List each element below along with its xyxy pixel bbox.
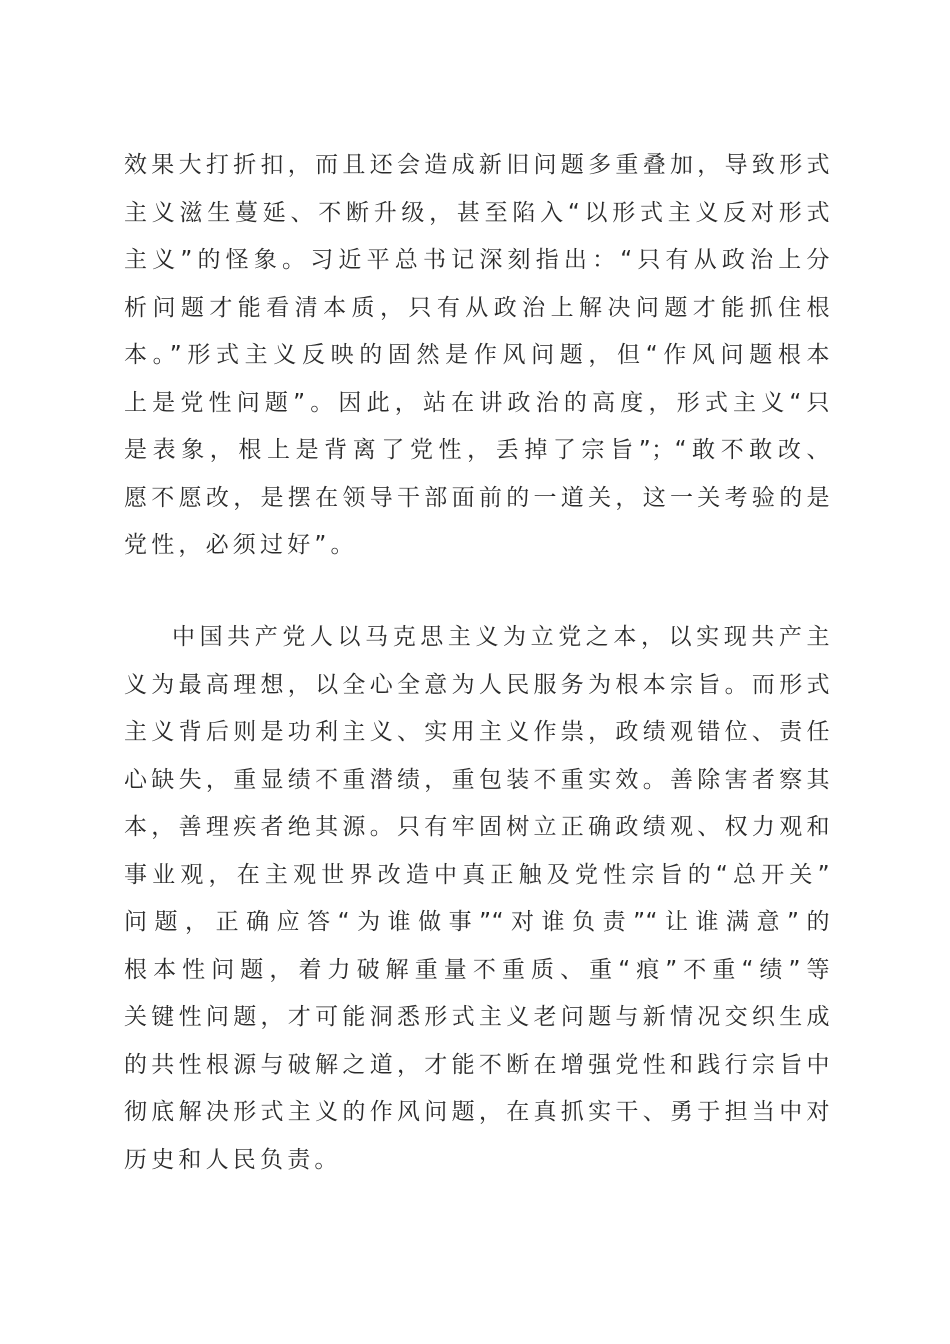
text-line: 历史和人民负责。 [124, 1146, 342, 1173]
text-line: 愿不愿改，是摆在领导干部面前的一道关，这一关考验的是 [124, 484, 830, 511]
text-line: 的共性根源与破解之道，才能不断在增强党性和践行宗旨中 [124, 1051, 830, 1078]
text-line: 主义滋生蔓延、不断升级，甚至陷入“以形式主义反对形式 [124, 199, 830, 226]
text-line: 党性，必须过好”。 [124, 532, 358, 558]
text-line: 效果大打折扣，而且还会造成新旧问题多重叠加，导致形式 [124, 152, 830, 178]
text-line: 根本性问题，着力破解重量不重质、重“痕”不重“绩”等 [124, 956, 830, 983]
text-line: 中国共产党人以马克思主义为立党之本，以实现共产主 [172, 624, 830, 650]
text-line: 本。”形式主义反映的固然是作风问题，但“作风问题根本 [124, 342, 830, 368]
text-line: 上是党性问题”。因此，站在讲政治的高度，形式主义“只 [124, 389, 830, 416]
text-line: 问题，正确应答“为谁做事”“对谁负责”“让谁满意”的 [124, 909, 830, 935]
text-line: 本，善理疾者绝其源。只有牢固树立正确政绩观、权力观和 [124, 814, 830, 840]
paragraph-1 [124, 142, 830, 570]
paragraph-2 [124, 614, 830, 1184]
text-line: 心缺失，重显绩不重潜绩，重包装不重实效。善除害者察其 [124, 766, 830, 793]
text-line: 关键性问题，才可能洞悉形式主义老问题与新情况交织生成 [124, 1004, 830, 1030]
text-line: 是表象，根上是背离了党性，丢掉了宗旨”；“敢不敢改、 [124, 437, 830, 463]
text-line: 主义”的怪象。习近平总书记深刻指出：“只有从政治上分 [124, 247, 830, 273]
text-line: 主义背后则是功利主义、实用主义作祟，政绩观错位、责任 [124, 719, 830, 745]
text-line: 彻底解决形式主义的作风问题，在真抓实干、勇于担当中对 [124, 1099, 830, 1125]
text-line: 事业观，在主观世界改造中真正触及党性宗旨的“总开关” [124, 861, 830, 888]
text-line: 义为最高理想，以全心全意为人民服务为根本宗旨。而形式 [124, 671, 830, 698]
text-line: 析问题才能看清本质，只有从政治上解决问题才能抓住根 [124, 294, 830, 321]
